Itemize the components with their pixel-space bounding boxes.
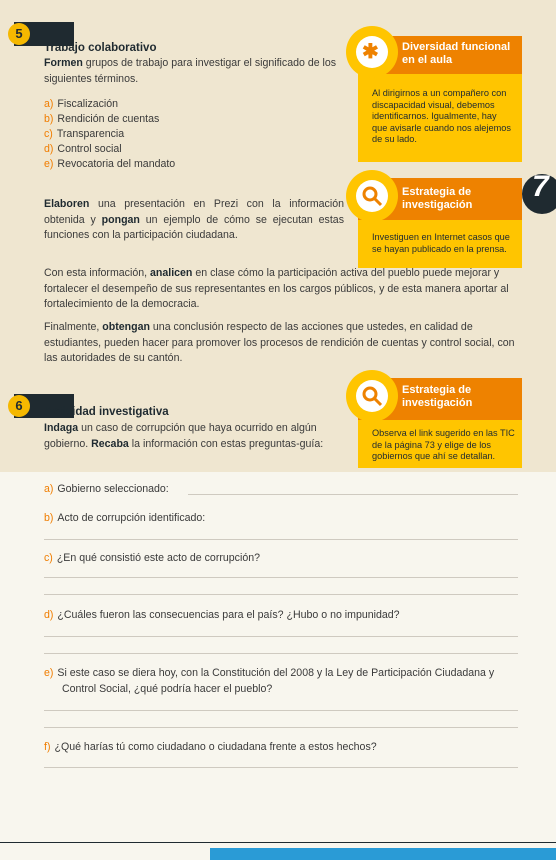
diversity-note-heading: Diversidad funcional en el aula xyxy=(358,36,522,74)
diversity-note-body: Al dirigirnos a un compañero con discapacidad visual, debemos identificarnos. Igualmente, hay que avisarle cuando nos alejemos de su lado. xyxy=(372,88,511,145)
asterisk-icon: ✱ xyxy=(362,41,379,63)
section-title: Trabajo colaborativo xyxy=(44,42,157,54)
section-number-badge: 5 xyxy=(8,23,30,45)
question-item: d) ¿Cuáles fueron las consecuencias para el país? ¿Hubo o no impunidad? xyxy=(44,609,400,621)
question-item: b) Acto de corrupción identificado: xyxy=(44,512,206,524)
strategy-note-heading: Estrategia de investigación xyxy=(358,378,522,420)
list-item: b) Rendición de cuentas xyxy=(44,113,160,125)
answer-line[interactable] xyxy=(44,577,518,578)
answer-line[interactable] xyxy=(44,710,518,711)
intro-paragraph: Formen grupos de trabajo para investigar el significado de los siguientes términos. xyxy=(44,57,337,85)
conclusion-paragraph: Finalmente, obtengan una conclusión respecto de las acciones que ustedes, en calidad de estudiantes, pueden hacer para promover los procesos de rendición de cuentas y control social, con las autoridades de su cantón. xyxy=(44,321,515,364)
presentation-paragraph: Elaboren una presentación en Prezi con la información obtenida y pongan un ejemplo de cómo se ejecutan estas funciones con la participación ciudadana. xyxy=(44,198,344,241)
investigation-paragraph: Indaga un caso de corrupción que haya ocurrido en algún gobierno. Recaba la información con estas preguntas-guía: xyxy=(44,422,324,450)
list-item: d) Control social xyxy=(44,143,122,155)
question-item: e) Si este caso se diera hoy, con la Constitución del 2008 y la Ley de Participación Ciudadana y xyxy=(44,667,495,679)
answer-line[interactable] xyxy=(44,767,518,768)
answer-line[interactable] xyxy=(44,539,518,540)
magnifier-icon xyxy=(360,184,384,208)
strategy-note-heading: Estrategia de investigación xyxy=(358,178,522,220)
answer-line[interactable] xyxy=(44,636,518,637)
question-item: a) Gobierno seleccionado: xyxy=(44,483,169,495)
section-title: Actividad investigativa xyxy=(44,406,169,418)
worksheet-panel xyxy=(0,472,556,860)
question-item: f) ¿Qué harías tú como ciudadano o ciudadana frente a estos hechos? xyxy=(44,741,377,753)
diversity-badge xyxy=(346,26,398,78)
strategy-note-body: Observa el link sugerido en las TIC de la página 73 y elige de los gobiernos que ahí se detallan. xyxy=(372,428,515,462)
question-item-continuation: Control Social, ¿qué podría hacer el pueblo? xyxy=(62,683,273,695)
page-marker-number: 7 xyxy=(532,170,549,203)
strategy-note-body: Investiguen en Internet casos que se hayan publicado en la prensa. xyxy=(372,232,510,254)
list-item: e) Revocatoria del mandato xyxy=(44,158,176,170)
list-item: a) Fiscalización xyxy=(44,98,119,110)
answer-line[interactable] xyxy=(44,727,518,728)
footer-bar xyxy=(210,848,556,860)
analysis-paragraph: Con esta información, analicen en clase cómo la participación activa del pueblo puede mejorar y fortalecer el desempeño de sus representantes en los cargos públicos, y de esta manera aportar al fortalecimiento de la democracia. xyxy=(44,267,509,310)
magnifier-icon xyxy=(360,384,384,408)
strategy-badge xyxy=(346,170,398,222)
question-item: c) ¿En qué consistió este acto de corrupción? xyxy=(44,552,260,564)
terms-list xyxy=(44,97,175,172)
footer-divider xyxy=(0,842,556,843)
list-item: c) Transparencia xyxy=(44,128,125,140)
answer-line[interactable] xyxy=(44,653,518,654)
answer-line[interactable] xyxy=(188,494,518,495)
section-number-badge: 6 xyxy=(8,395,30,417)
answer-line[interactable] xyxy=(44,594,518,595)
strategy-badge xyxy=(346,370,398,422)
